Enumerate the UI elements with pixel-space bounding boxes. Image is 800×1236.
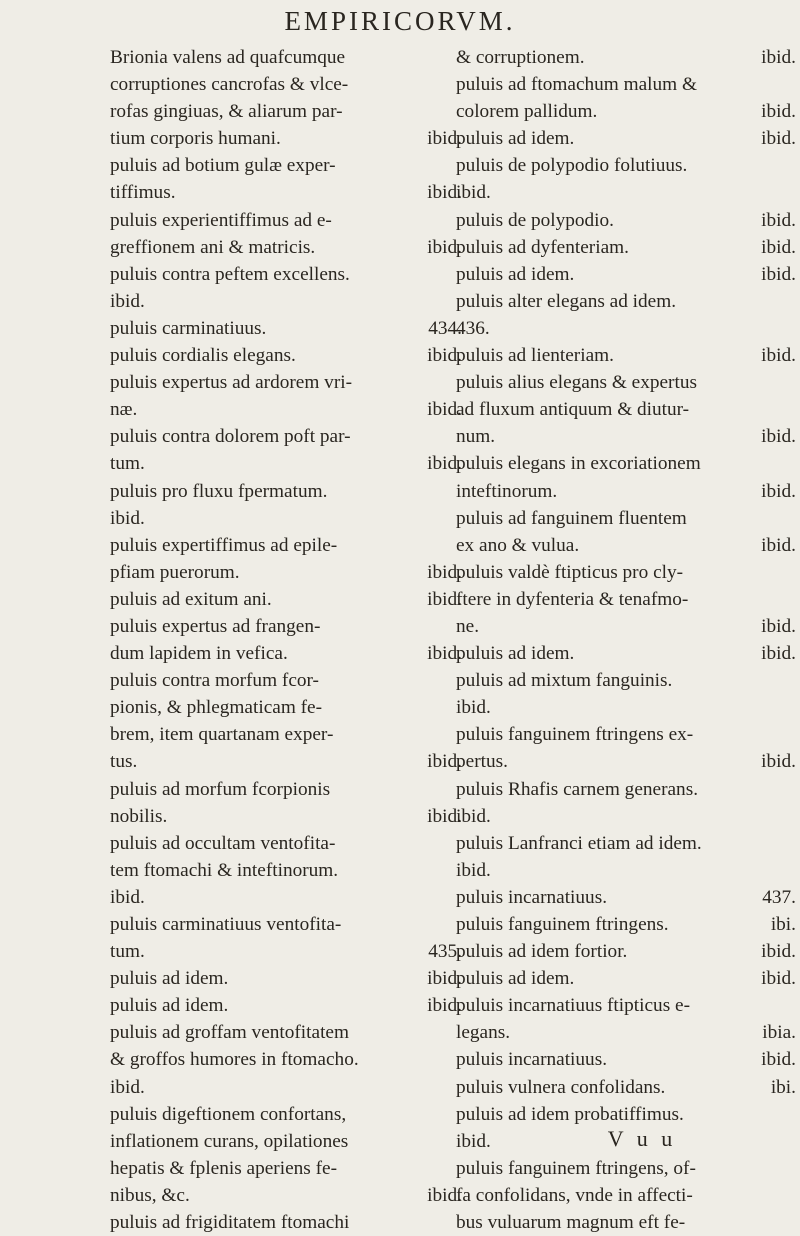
page-reference: ibid. bbox=[761, 534, 796, 556]
index-line bbox=[110, 992, 462, 1019]
index-entry-text: puluis alter elegans ad idem. bbox=[456, 290, 677, 312]
index-entry-text: tiffimus. bbox=[110, 182, 176, 204]
index-entry-text: nobilis. bbox=[110, 805, 168, 827]
index-entry-text: legans. bbox=[456, 1022, 511, 1044]
index-entry-text: puluis ad botium gulæ exper- bbox=[110, 155, 336, 177]
page-reference: ibid. bbox=[761, 1049, 796, 1071]
page-reference: ibid. bbox=[427, 751, 462, 773]
index-line bbox=[456, 315, 796, 342]
index-line bbox=[456, 721, 796, 748]
index-entry-text: brem, item quartanam exper- bbox=[110, 724, 334, 746]
index-entry-text: hepatis & fplenis aperiens fe- bbox=[110, 1157, 338, 1179]
index-entry-text: pertus. bbox=[456, 751, 508, 773]
index-line bbox=[456, 640, 796, 667]
index-line bbox=[456, 776, 796, 803]
index-line bbox=[110, 776, 462, 803]
index-line bbox=[110, 830, 462, 857]
index-line bbox=[456, 396, 796, 423]
index-line bbox=[110, 965, 462, 992]
index-line bbox=[456, 938, 796, 965]
index-line bbox=[456, 342, 796, 369]
index-entry-text: corruptiones cancrofas & vlce- bbox=[110, 74, 349, 96]
page-reference: ibid. bbox=[761, 751, 796, 773]
index-entry-text: puluis ad idem. bbox=[456, 128, 575, 150]
index-line bbox=[456, 288, 796, 315]
page-reference: ibid. bbox=[761, 47, 796, 68]
index-line bbox=[110, 1128, 462, 1155]
index-entry-text: puluis incarnatiuus ftipticus e- bbox=[456, 995, 691, 1017]
page-reference: ibid. bbox=[427, 1184, 462, 1206]
index-entry-text: ftere in dyfenteria & tenafmo- bbox=[456, 588, 689, 610]
page-reference: ibid. bbox=[427, 128, 462, 150]
index-entry-text: ibid. bbox=[110, 290, 145, 312]
index-entry-text: puluis Rhafis carnem generans. bbox=[456, 778, 699, 800]
page-reference: ibid. bbox=[427, 345, 462, 367]
index-line bbox=[110, 396, 462, 423]
index-entry-text: puluis ad groffam ventofitatem bbox=[110, 1022, 349, 1044]
page-reference: ibid. bbox=[761, 941, 796, 963]
index-entry-text: puluis ad idem. bbox=[456, 263, 575, 285]
page-reference: ibid. bbox=[427, 182, 462, 204]
page-reference: 437. bbox=[762, 886, 796, 908]
index-line bbox=[110, 884, 462, 911]
index-line bbox=[456, 1019, 796, 1046]
right-column bbox=[456, 44, 796, 1236]
index-line bbox=[110, 1101, 462, 1128]
page-reference: 434. bbox=[428, 317, 462, 339]
index-entry-text: dum lapidem in vefica. bbox=[110, 643, 288, 665]
index-entry-text: puluis ad occultam ventofita- bbox=[110, 832, 336, 854]
index-line bbox=[456, 965, 796, 992]
index-entry-text: puluis ad idem. bbox=[456, 643, 575, 665]
index-line bbox=[110, 938, 462, 965]
index-line bbox=[110, 1155, 462, 1182]
page-reference: 435. bbox=[428, 941, 462, 963]
index-entry-text: puluis ad idem. bbox=[110, 968, 229, 990]
index-line bbox=[456, 1046, 796, 1073]
index-entry-text: puluis carminatiuus ventofita- bbox=[110, 914, 342, 935]
page-reference: ibid. bbox=[427, 805, 462, 827]
page-reference: ibid. bbox=[427, 588, 462, 610]
index-line bbox=[456, 992, 796, 1019]
index-entry-text: ibid. bbox=[456, 1130, 491, 1152]
index-entry-text: Brionia valens ad quafcumque bbox=[110, 47, 346, 68]
index-line bbox=[110, 613, 462, 640]
index-line bbox=[110, 288, 462, 315]
index-line bbox=[456, 613, 796, 640]
page-reference: ibid. bbox=[761, 426, 796, 448]
index-line bbox=[110, 179, 462, 206]
index-entry-text: ad fluxum antiquum & diutur- bbox=[456, 399, 690, 421]
index-line bbox=[456, 667, 796, 694]
index-line bbox=[110, 125, 462, 152]
index-entry-text: puluis ad ftomachum malum & bbox=[456, 74, 697, 96]
signature-mark: V u u bbox=[607, 1126, 677, 1151]
index-entry-text: puluis expertus ad ardorem vri- bbox=[110, 372, 353, 394]
index-line bbox=[110, 44, 462, 71]
index-line bbox=[456, 423, 796, 450]
page-reference: ibid. bbox=[761, 615, 796, 637]
index-line bbox=[456, 261, 796, 288]
index-line bbox=[110, 559, 462, 586]
index-line bbox=[110, 532, 462, 559]
index-entry-text: puluis contra morfum fcor- bbox=[110, 670, 319, 692]
index-line bbox=[456, 1074, 796, 1101]
index-line bbox=[456, 1101, 796, 1128]
index-entry-text: ne. bbox=[456, 615, 480, 637]
index-entry-text: 436. bbox=[456, 317, 490, 339]
index-entry-text: puluis pro fluxu fpermatum. bbox=[110, 480, 328, 502]
index-line bbox=[456, 369, 796, 396]
index-line bbox=[456, 478, 796, 505]
index-line bbox=[110, 721, 462, 748]
index-line bbox=[110, 152, 462, 179]
index-entry-text: puluis contra dolorem poft par- bbox=[110, 426, 351, 448]
index-line bbox=[456, 884, 796, 911]
index-entry-text: puluis expertiffimus ad epile- bbox=[110, 534, 338, 556]
index-entry-text: num. bbox=[456, 426, 496, 448]
page-reference: ibi. bbox=[770, 1076, 796, 1098]
page-reference: ibid. bbox=[761, 263, 796, 285]
index-entry-text: puluis de polypodio. bbox=[456, 209, 614, 231]
index-entry-text: puluis ad frigiditatem ftomachi bbox=[110, 1212, 350, 1234]
index-entry-text: puluis ad fanguinem fluentem bbox=[456, 507, 687, 529]
index-line bbox=[110, 234, 462, 261]
index-line bbox=[110, 1074, 462, 1101]
index-entry-text: tem ftomachi & inteftinorum. bbox=[110, 859, 339, 881]
index-line bbox=[456, 911, 796, 938]
index-entry-text: puluis incarnatiuus. bbox=[456, 1049, 608, 1071]
index-line bbox=[110, 857, 462, 884]
index-entry-text: puluis carminatiuus. bbox=[110, 317, 267, 339]
index-line bbox=[110, 207, 462, 234]
index-entry-text: puluis Lanfranci etiam ad idem. bbox=[456, 832, 702, 854]
index-line bbox=[456, 450, 796, 477]
index-entry-text: tus. bbox=[110, 751, 138, 773]
index-line bbox=[456, 71, 796, 98]
index-entry-text: ibid. bbox=[456, 182, 491, 204]
index-entry-text: puluis incarnatiuus. bbox=[456, 886, 608, 908]
index-entry-text: puluis ad lienteriam. bbox=[456, 345, 614, 367]
index-line bbox=[110, 450, 462, 477]
page-reference: ibid. bbox=[427, 995, 462, 1017]
page-reference: ibid. bbox=[761, 345, 796, 367]
index-entry-text: puluis fanguinem ftringens, of- bbox=[456, 1157, 696, 1179]
index-line bbox=[110, 911, 462, 938]
index-entry-text: & groffos humores in ftomacho. bbox=[110, 1049, 359, 1071]
index-entry-text: puluis contra peftem excellens. bbox=[110, 263, 350, 285]
index-entry-text: puluis de polypodio folutiuus. bbox=[456, 155, 688, 177]
index-line bbox=[456, 532, 796, 559]
index-entry-text: puluis digeftionem confortans, bbox=[110, 1103, 347, 1125]
index-entry-text: puluis fanguinem ftringens. bbox=[456, 914, 669, 935]
index-entry-text: puluis alius elegans & expertus bbox=[456, 372, 697, 394]
index-line bbox=[110, 261, 462, 288]
index-line bbox=[456, 207, 796, 234]
index-entry-text: & corruptionem. bbox=[456, 47, 585, 68]
page-reference: ibia. bbox=[762, 1022, 796, 1044]
index-entry-text: ex ano & vulua. bbox=[456, 534, 580, 556]
index-line bbox=[456, 586, 796, 613]
index-entry-text: puluis vulnera confolidans. bbox=[456, 1076, 666, 1098]
index-entry-text: ibid. bbox=[456, 859, 491, 881]
running-head: EMPIRICORVM. bbox=[284, 6, 516, 36]
index-line bbox=[456, 559, 796, 586]
index-entry-text: bus vuluarum magnum eft fe- bbox=[456, 1212, 686, 1234]
index-entry-text: ibid. bbox=[456, 697, 491, 719]
index-line bbox=[456, 505, 796, 532]
index-line bbox=[456, 748, 796, 775]
page-reference: ibid. bbox=[427, 968, 462, 990]
page-reference: ibid. bbox=[427, 561, 462, 583]
index-line bbox=[456, 803, 796, 830]
index-entry-text: puluis ad idem fortior. bbox=[456, 941, 628, 963]
left-column bbox=[110, 44, 462, 1236]
index-line bbox=[110, 423, 462, 450]
index-entry-text: nibus, &c. bbox=[110, 1184, 190, 1206]
index-entry-text: pfiam puerorum. bbox=[110, 561, 240, 583]
index-line bbox=[110, 1046, 462, 1073]
index-entry-text: tum. bbox=[110, 453, 145, 475]
index-line bbox=[110, 478, 462, 505]
index-entry-text: puluis ad morfum fcorpionis bbox=[110, 778, 331, 800]
index-line bbox=[456, 694, 796, 721]
index-entry-text: ibid. bbox=[110, 1076, 145, 1098]
index-entry-text: fa confolidans, vnde in affecti- bbox=[456, 1184, 693, 1206]
index-entry-text: puluis cordialis elegans. bbox=[110, 345, 296, 367]
index-entry-text: puluis valdè ftipticus pro cly- bbox=[456, 561, 684, 583]
index-entry-text: inteftinorum. bbox=[456, 480, 558, 502]
index-line bbox=[456, 44, 796, 71]
page-reference: ibid. bbox=[761, 643, 796, 665]
page-reference: ibid. bbox=[427, 643, 462, 665]
page-reference: ibid. bbox=[761, 128, 796, 150]
index-entry-text: puluis ad idem. bbox=[110, 995, 229, 1017]
index-entry-text: ibid. bbox=[110, 507, 145, 529]
index-line bbox=[456, 830, 796, 857]
index-line bbox=[110, 342, 462, 369]
index-entry-text: puluis ad idem. bbox=[456, 968, 575, 990]
index-line bbox=[110, 586, 462, 613]
page-reference: ibid. bbox=[761, 480, 796, 502]
index-entry-text: puluis fanguinem ftringens ex- bbox=[456, 724, 694, 746]
index-line bbox=[456, 152, 796, 179]
index-line bbox=[456, 98, 796, 125]
index-line bbox=[110, 667, 462, 694]
index-line bbox=[110, 369, 462, 396]
page-reference: ibid. bbox=[427, 399, 462, 421]
index-entry-text: greffionem ani & matricis. bbox=[110, 236, 316, 258]
index-line bbox=[110, 71, 462, 98]
index-line bbox=[110, 505, 462, 532]
index-entry-text: puluis expertus ad frangen- bbox=[110, 615, 321, 637]
index-line bbox=[456, 1182, 796, 1209]
page-reference: ibid. bbox=[427, 453, 462, 475]
index-line bbox=[456, 179, 796, 206]
index-entry-text: ibid. bbox=[110, 886, 145, 908]
index-line bbox=[110, 1182, 462, 1209]
page-reference: ibid. bbox=[427, 236, 462, 258]
index-entry-text: puluis elegans in excoriationem bbox=[456, 453, 701, 475]
index-line bbox=[456, 234, 796, 261]
index-entry-text: næ. bbox=[110, 399, 138, 421]
index-entry-text: tium corporis humani. bbox=[110, 128, 281, 150]
page-reference: ibid. bbox=[761, 968, 796, 990]
index-entry-text: puluis ad mixtum fanguinis. bbox=[456, 670, 673, 692]
index-line bbox=[456, 1155, 796, 1182]
index-entry-text: pionis, & phlegmaticam fe- bbox=[110, 697, 323, 719]
index-line bbox=[110, 315, 462, 342]
index-entry-text: puluis experientiffimus ad e- bbox=[110, 209, 332, 231]
index-line bbox=[110, 1019, 462, 1046]
index-entry-text: inflationem curans, opilationes bbox=[110, 1130, 349, 1152]
page-reference: ibid. bbox=[761, 101, 796, 123]
page-reference: ibid. bbox=[761, 236, 796, 258]
index-entry-text: colorem pallidum. bbox=[456, 101, 598, 123]
index-entry-text: ibid. bbox=[456, 805, 491, 827]
page-reference: ibi. bbox=[770, 914, 796, 935]
page-reference: ibid. bbox=[761, 209, 796, 231]
index-line bbox=[456, 125, 796, 152]
index-line bbox=[110, 98, 462, 125]
index-line bbox=[110, 694, 462, 721]
index-line bbox=[110, 640, 462, 667]
index-line bbox=[110, 748, 462, 775]
index-line bbox=[110, 803, 462, 830]
index-line bbox=[456, 1209, 796, 1236]
index-entry-text: tum. bbox=[110, 941, 145, 963]
index-entry-text: rofas gingiuas, & aliarum par- bbox=[110, 101, 343, 123]
index-entry-text: puluis ad dyfenteriam. bbox=[456, 236, 629, 258]
index-entry-text: puluis ad exitum ani. bbox=[110, 588, 272, 610]
index-entry-text: puluis ad idem probatiffimus. bbox=[456, 1103, 684, 1125]
index-line bbox=[456, 857, 796, 884]
index-line bbox=[110, 1209, 462, 1236]
